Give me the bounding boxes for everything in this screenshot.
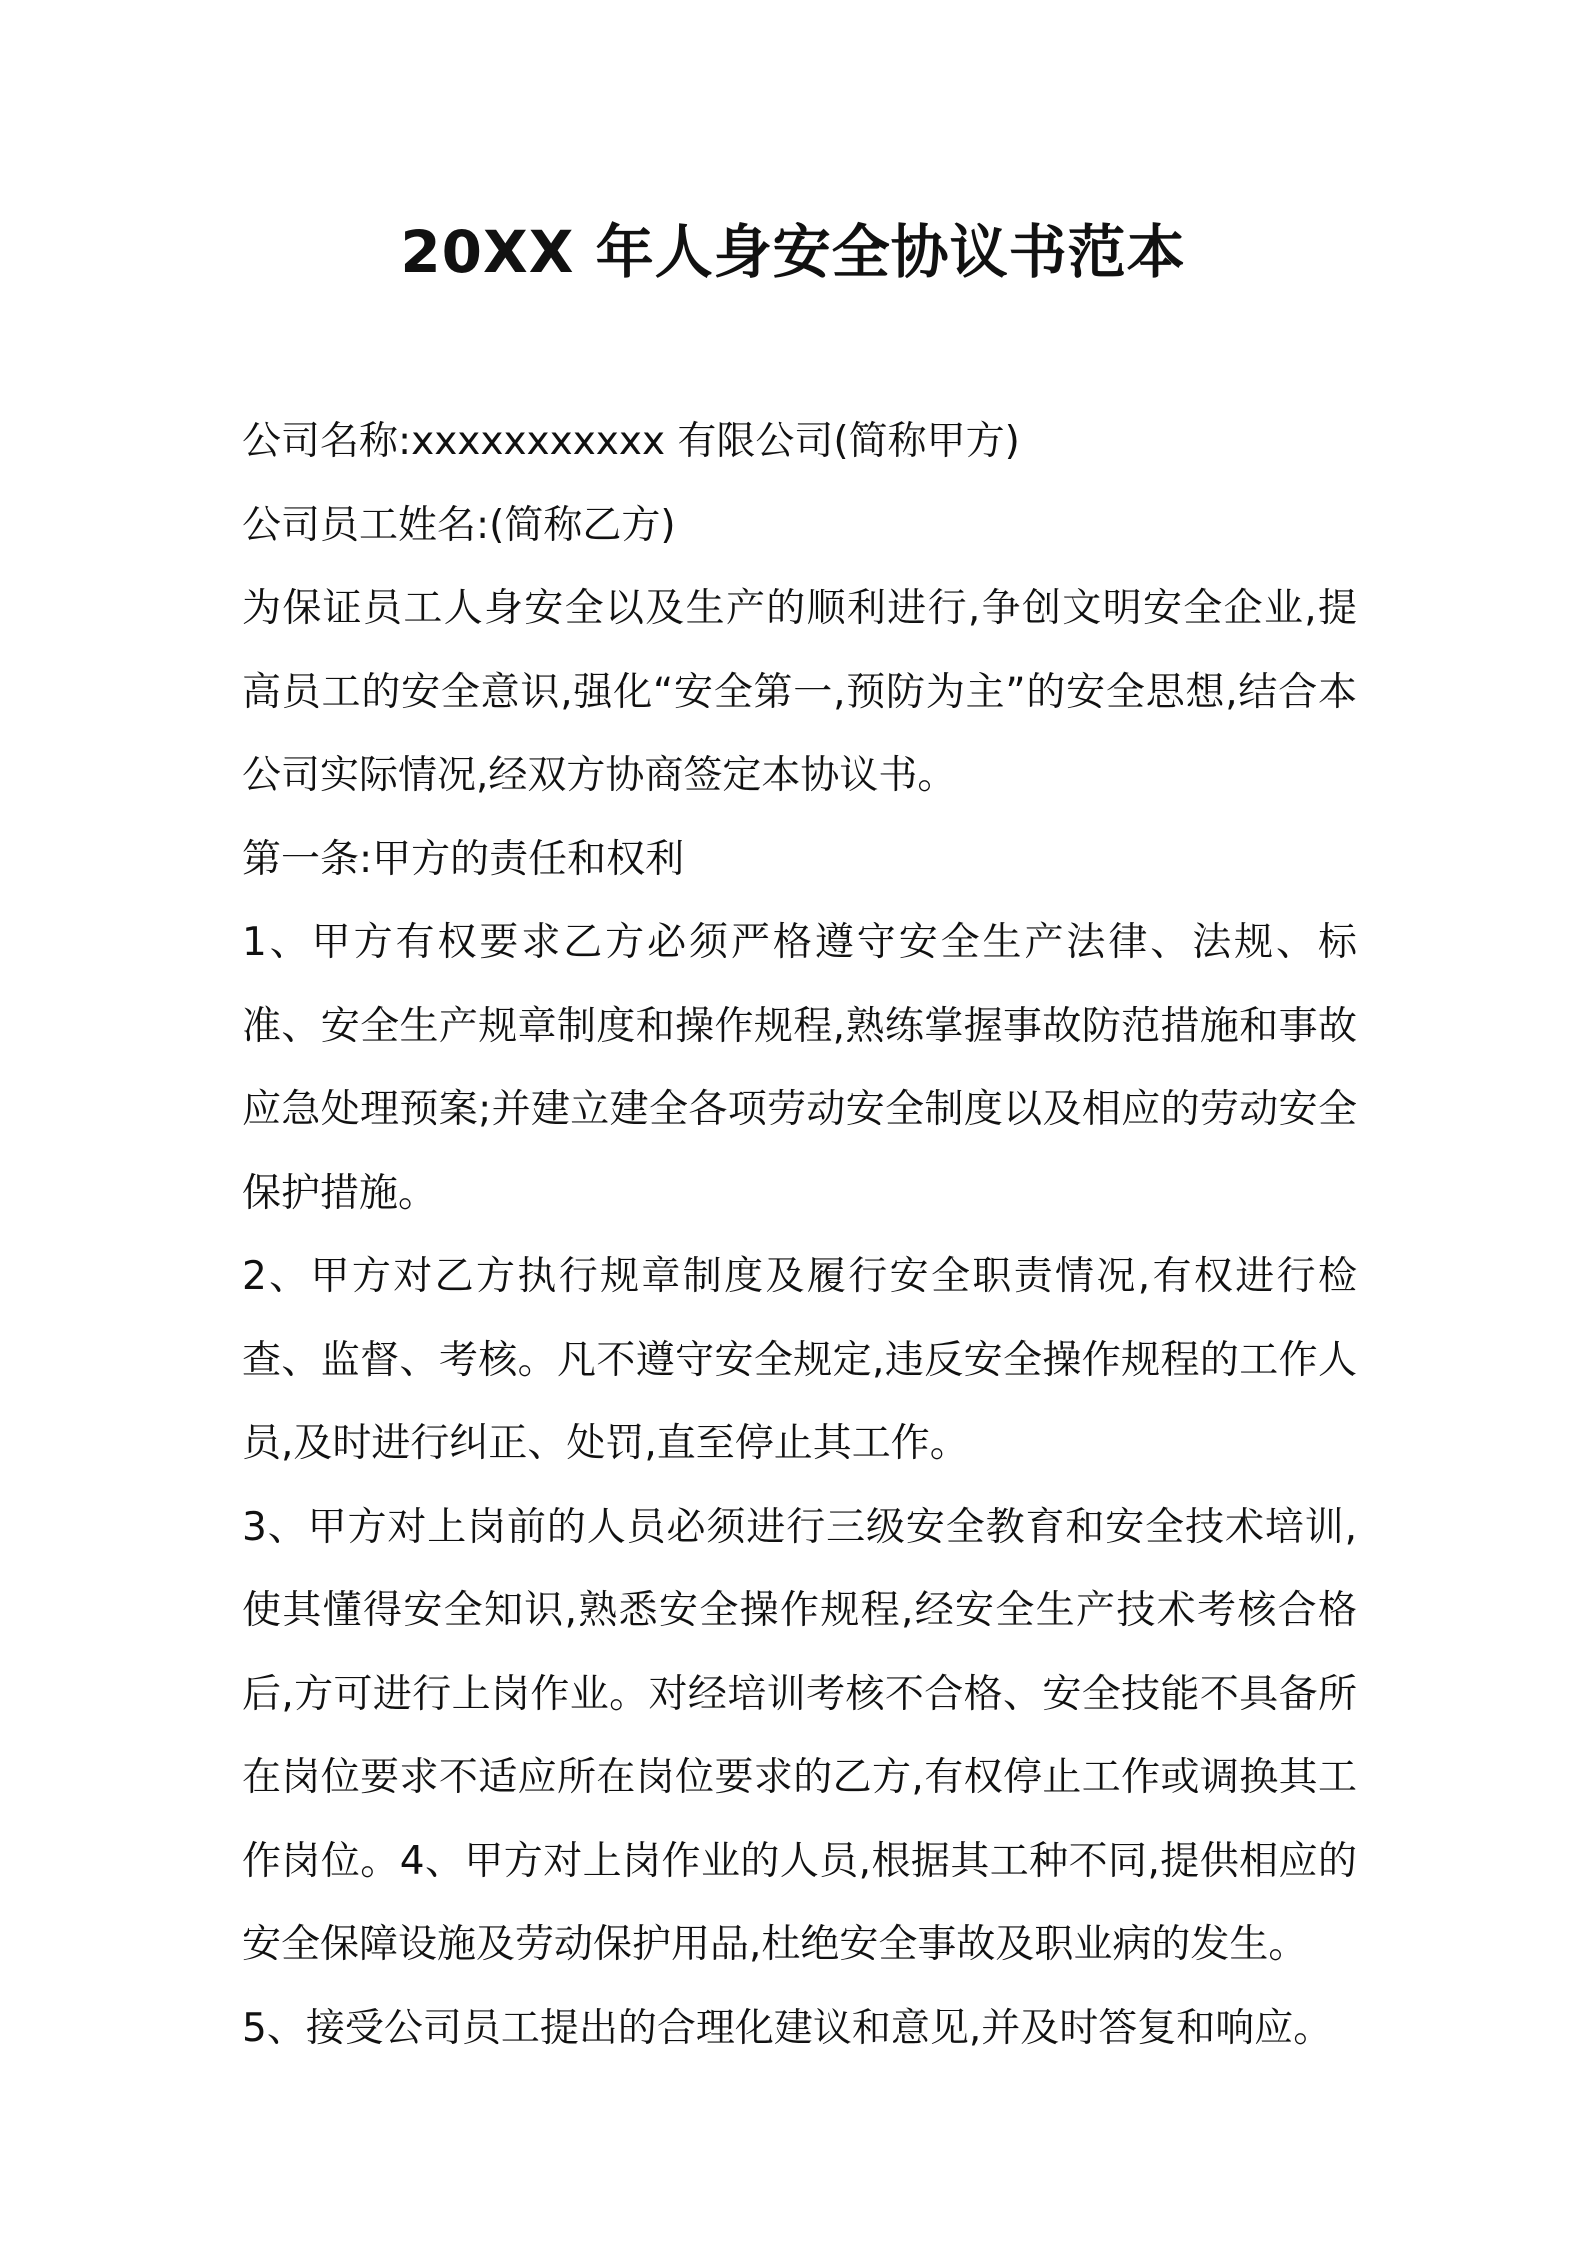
document-title: 20XX 年人身安全协议书范本 [400, 218, 1186, 286]
clause-5: 5、接受公司员工提出的合理化建议和意见,并及时答复和响应。 [242, 2005, 1333, 2051]
clause-2: 2、甲方对乙方执行规章制度及履行安全职责情况,有权进行检查、监督、考核。凡不遵守安全规定,违反安全操作规程的工作人员,及时进行纠正、处罚,直至停止其工作。 [242, 1254, 1357, 1466]
company-name-line: 公司名称:xxxxxxxxxxx 有限公司(简称甲方) [242, 419, 1020, 464]
clause-3: 3、甲方对上岗前的人员必须进行三级安全教育和安全技术培训,使其懂得安全知识,熟悉安全操作规程,经安全生产技术考核合格后,方可进行上岗作业。对经培训考核不合格、安全技能不具备所在岗位要求不适应所在岗位要求的乙方,有权停止工作或调换其工作岗位。4、甲方对上岗作业的人员,根据其工种不同,提供相应的安全保障设施及劳动保护用品,杜绝安全事故及职业病的发生。 [242, 1504, 1357, 1967]
clause-1: 1、甲方有权要求乙方必须严格遵守安全生产法律、法规、标准、安全生产规章制度和操作规程,熟练掌握事故防范措施和事故应急处理预案;并建立建全各项劳动安全制度以及相应的劳动安全保护措施。 [242, 920, 1357, 1216]
preamble-paragraph: 为保证员工人身安全以及生产的顺利进行,争创文明安全企业,提高员工的安全意识,强化“安全第一,预防为主”的安全思想,结合本公司实际情况,经双方协商签定本协议书。 [242, 586, 1357, 798]
article-heading: 第一条:甲方的责任和权利 [242, 836, 685, 882]
document-body [242, 400, 1357, 2070]
employee-name-line: 公司员工姓名:(简称乙方) [242, 502, 676, 548]
